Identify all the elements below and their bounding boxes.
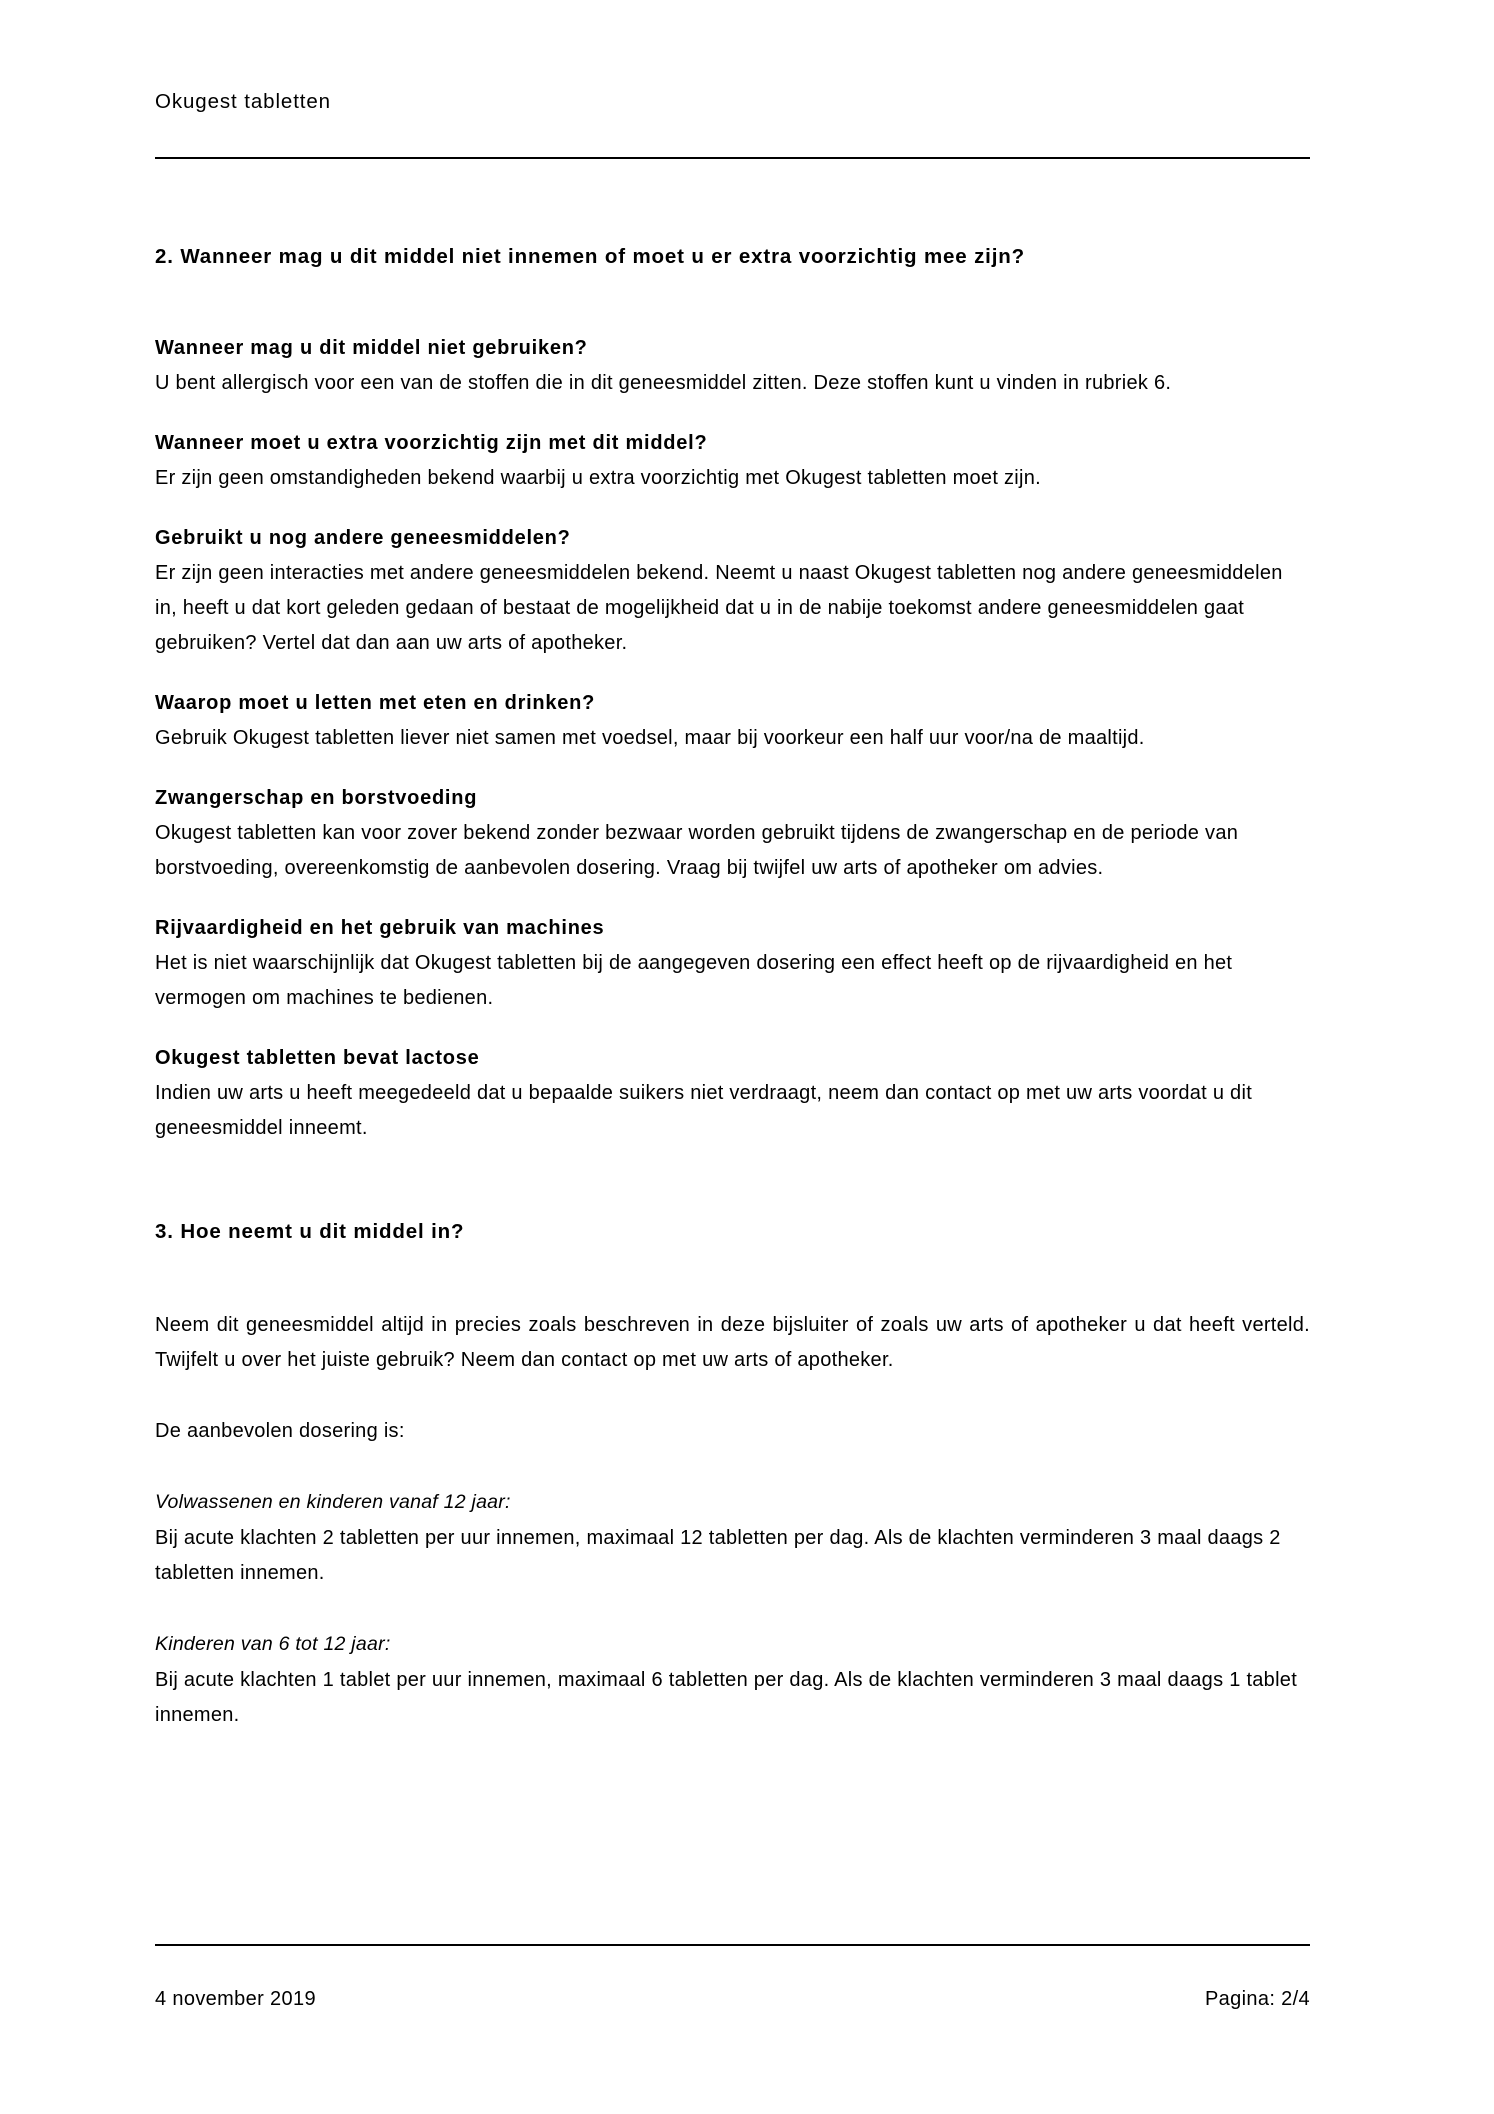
dosing-group-children bbox=[155, 1627, 1310, 1733]
spacer bbox=[155, 886, 1310, 914]
subsection-contains-lactose bbox=[155, 1044, 1310, 1146]
subsection-heading: Gebruikt u nog andere geneesmiddelen? bbox=[155, 526, 571, 549]
subsection-food-and-drink bbox=[155, 689, 1310, 756]
subsection-body: Er zijn geen interacties met andere geneesmiddelen bekend. Neemt u naast Okugest tabletten nog andere geneesmiddelen in, heeft u dat kort geleden gedaan of bestaat de mogelijkheid dat u in de nabije toekomst andere geneesmiddelen gaat gebruiken? Vertel dat dan aan uw arts of apotheker. bbox=[155, 561, 1283, 654]
subsection-heading: Zwangerschap en borstvoeding bbox=[155, 786, 478, 809]
spacer bbox=[155, 1449, 1310, 1485]
spacer bbox=[155, 1378, 1310, 1414]
document-footer bbox=[155, 1988, 1310, 2011]
section-2-title: 2. Wanneer mag u dit middel niet innemen of moet u er extra voorzichtig mee zijn? bbox=[155, 245, 1026, 268]
subsection-heading: Okugest tabletten bevat lactose bbox=[155, 1046, 480, 1069]
spacer bbox=[155, 661, 1310, 689]
subsection-body: Okugest tabletten kan voor zover bekend zonder bezwaar worden gebruikt tijdens de zwangerschap en de periode van borstvoeding, overeenkomstig de aanbevolen dosering. Vraag bij twijfel uw arts of apotheker om advies. bbox=[155, 821, 1239, 879]
subsection-heading: Rijvaardigheid en het gebruik van machines bbox=[155, 916, 605, 939]
subsection-interactions bbox=[155, 524, 1310, 661]
spacer bbox=[155, 1245, 1310, 1308]
dosing-group-text: Bij acute klachten 1 tablet per uur innemen, maximaal 6 tabletten per dag. Als de klachten verminderen 3 maal daags 1 tablet innemen. bbox=[155, 1669, 1298, 1727]
running-header-title: Okugest tabletten bbox=[155, 90, 331, 113]
subsection-warnings bbox=[155, 429, 1310, 496]
subsection-body: U bent allergisch voor een van de stoffen die in dit geneesmiddel zitten. Deze stoffen kunt u vinden in rubriek 6. bbox=[155, 371, 1172, 394]
document-running-header bbox=[155, 90, 1310, 115]
spacer bbox=[155, 496, 1310, 524]
subsection-body: Gebruik Okugest tabletten liever niet samen met voedsel, maar bij voorkeur een half uur voor/na de maaltijd. bbox=[155, 726, 1145, 749]
spacer bbox=[155, 1016, 1310, 1044]
spacer bbox=[155, 1146, 1310, 1218]
subsection-body: Het is niet waarschijnlijk dat Okugest tabletten bij de aangegeven dosering een effect heeft op de rijvaardigheid en het vermogen om machines te bedienen. bbox=[155, 951, 1233, 1009]
section-3-title: 3. Hoe neemt u dit middel in? bbox=[155, 1219, 465, 1243]
subsection-pregnancy-breastfeeding bbox=[155, 784, 1310, 886]
subsection-heading: Waarop moet u letten met eten en drinken? bbox=[155, 691, 596, 714]
subsection-heading: Wanneer mag u dit middel niet gebruiken? bbox=[155, 336, 588, 359]
spacer bbox=[155, 1591, 1310, 1627]
dosing-group-text: Bij acute klachten 2 tabletten per uur innemen, maximaal 12 tabletten per dag. Als de klachten verminderen 3 maal daags 2 tabletten innemen. bbox=[155, 1527, 1281, 1585]
section-3-intro: Neem dit geneesmiddel altijd in precies zoals beschreven in deze bijsluiter of zoals uw arts of apotheker u dat heeft verteld. Twijfelt u over het juiste gebruik? Neem dan contact op met uw arts of apotheker. bbox=[155, 1314, 1310, 1372]
subsection-contraindications bbox=[155, 334, 1310, 401]
dosing-group-label: Kinderen van 6 tot 12 jaar: bbox=[155, 1633, 391, 1656]
header-divider-rule bbox=[155, 157, 1310, 159]
subsection-heading: Wanneer moet u extra voorzichtig zijn met dit middel? bbox=[155, 431, 708, 454]
footer-divider-rule bbox=[155, 1944, 1310, 1946]
subsection-body: Er zijn geen omstandigheden bekend waarbij u extra voorzichtig met Okugest tabletten moet zijn. bbox=[155, 466, 1041, 489]
footer-page-number: Pagina: 2/4 bbox=[1204, 1988, 1310, 2010]
footer-date: 4 november 2019 bbox=[155, 1988, 316, 2010]
spacer bbox=[155, 401, 1310, 429]
dosing-lead-in: De aanbevolen dosering is: bbox=[155, 1420, 405, 1443]
document-body bbox=[155, 243, 1310, 1733]
dosing-group-label: Volwassenen en kinderen vanaf 12 jaar: bbox=[155, 1491, 511, 1514]
subsection-driving-machines bbox=[155, 914, 1310, 1016]
dosing-group-adults bbox=[155, 1485, 1310, 1591]
spacer bbox=[155, 756, 1310, 784]
spacer bbox=[155, 271, 1310, 334]
subsection-body: Indien uw arts u heeft meegedeeld dat u bepaalde suikers niet verdraagt, neem dan contact op met uw arts voordat u dit geneesmiddel inneemt. bbox=[155, 1081, 1253, 1139]
